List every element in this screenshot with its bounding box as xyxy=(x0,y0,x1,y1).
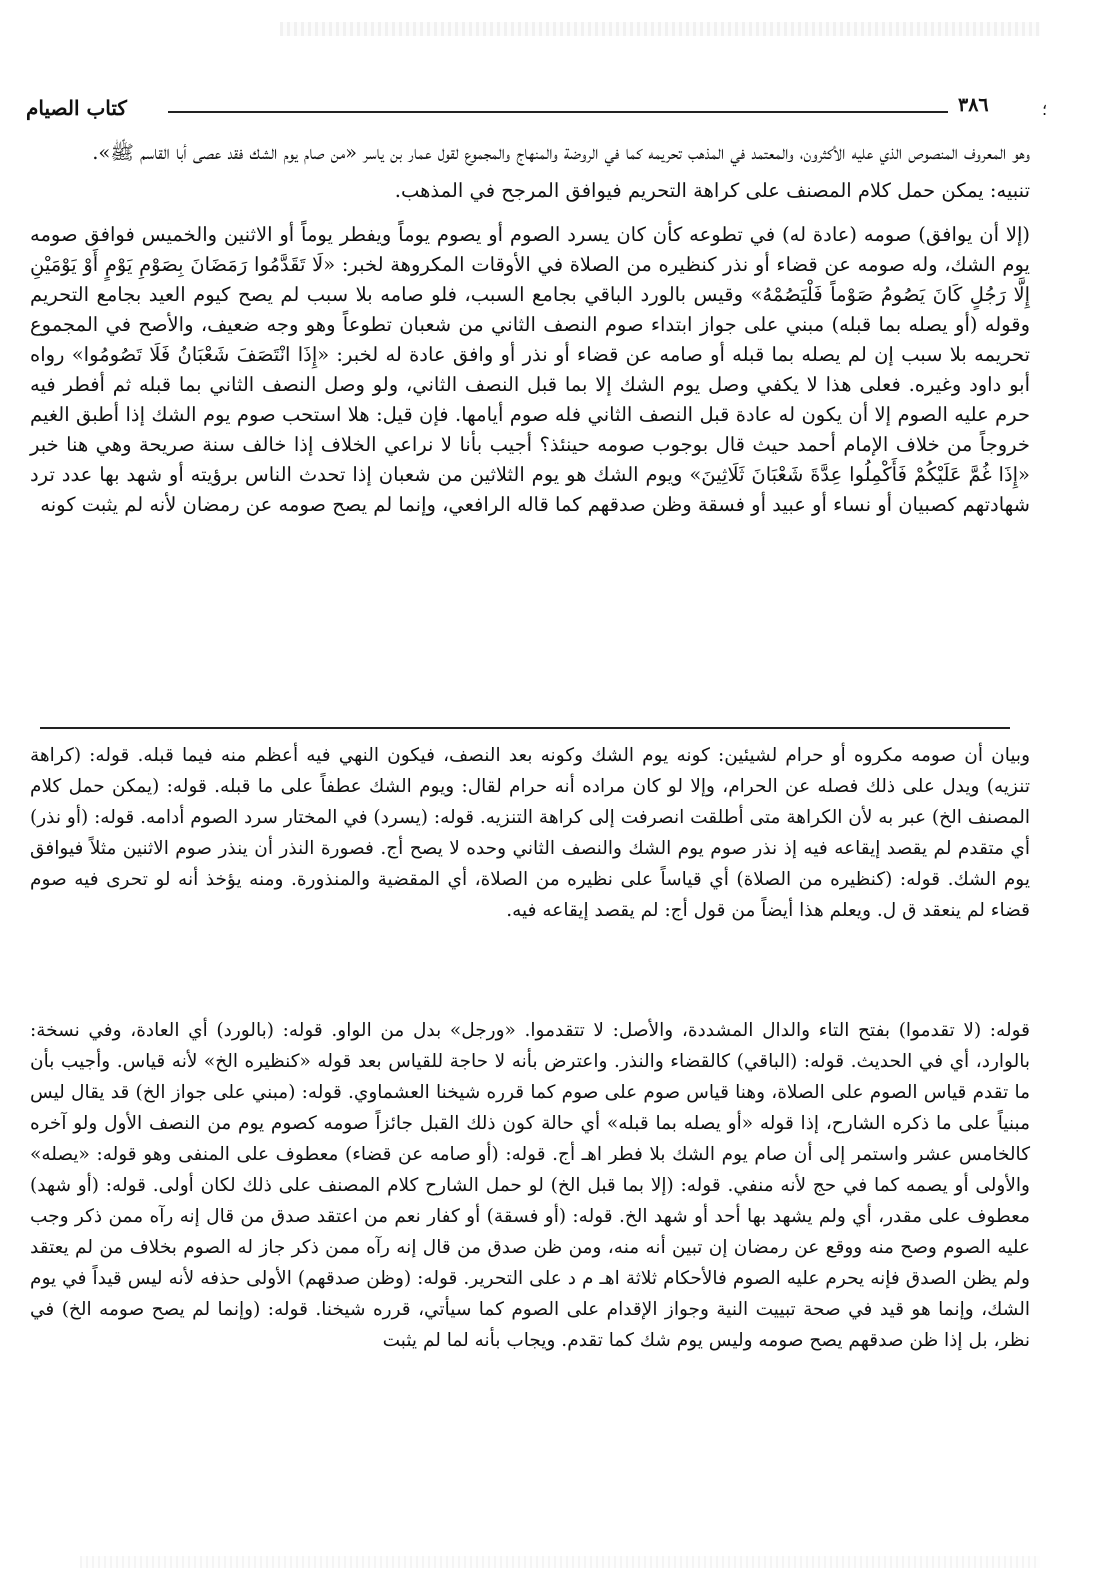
scan-artifact-top xyxy=(280,22,1040,36)
main-text xyxy=(30,138,1030,528)
commentary-block-2 xyxy=(30,1015,1030,1356)
footnote-separator xyxy=(40,727,1010,729)
margin-mark: ؛ xyxy=(1042,100,1048,119)
main-paragraph-note: تنبيه: يمكن حمل كلام المصنف على كراهة التحريم فيوافق المرجح في المذهب. xyxy=(394,179,1030,202)
commentary-text-1: وبيان أن صومه مكروه أو حرام لشيئين: كونه يوم الشك وكونه بعد النصف، فيكون النهي فيه أعظم منه فيما قبله. قوله: (كراهة تنزيه) ويدل على ذلك فصله عن الحرام، وإلا لو كان مراده أنه حرام لقال: ويوم الشك عطفاً على ما قبله. قوله: (يمكن حمل كلام المصنف الخ) عبر به لأن الكراهة متى أطلقت انصرفت إلى كراهة التنزيه. قوله: (يسرد) في المختار سرد الصوم أدامه. قوله: (أو نذر) أي متقدم لم يقصد إيقاعه فيه إذ نذر صوم يوم الشك والنصف الثاني وحده لا يصح أج. فصورة النذر أن ينذر صوم الاثنين مثلاً فيوافق يوم الشك. قوله: (كنظيره من الصلاة) أي قياساً على نظيره من الصلاة، أي المقضية والمنذورة. ومنه يؤخذ أنه لو تحرى فيه صوم قضاء لم ينعقد ق ل. ويعلم هذا أيضاً من قول أج: لم يقصد إيقاعه فيه. xyxy=(30,745,1030,921)
main-paragraph-2: (إلا أن يوافق) صومه (عادة له) في تطوعه كأن كان يسرد الصوم أو يصوم يوماً ويفطر يوماً أو الاثنين والخميس فوافق صومه يوم الشك، وله صومه عن قضاء أو نذر كنظيره من الصلاة في الأوقات المكروهة لخبر: «لَا تَقَدَّمُوا رَمَضَانَ بِصَوْمِ يَوْمٍ أَوْ يَوْمَيْنِ إِلَّا رَجُلٍ كَانَ يَصُومُ صَوْماً فَلْيَصُمْهُ» وقيس بالورد الباقي بجامع السبب، فلو صامه بلا سبب لم يصح كيوم العيد بجامع التحريم وقوله (أو يصله بما قبله) مبني على جواز ابتداء صوم النصف الثاني من شعبان تطوعاً وهو وجه ضعيف، والأصح في المجموع تحريمه بلا سبب إن لم يصله بما قبله أو صامه عن قضاء أو نذر أو وافق عادة له لخبر: «إِذَا انْتَصَفَ شَعْبَانُ فَلَا تَصُومُوا» رواه أبو داود وغيره. فعلى هذا لا يكفي وصل يوم الشك إلا بما قبل النصف الثاني، ولو وصل النصف الثاني بما قبله ثم أفطر فيه حرم عليه الصوم إلا أن يكون له عادة قبل النصف الثاني فله صوم أيامها. فإن قيل: هلا استحب صوم يوم الشك إذا أطبق الغيم خروجاً من خلاف الإمام أحمد حيث قال بوجوب صومه حينئذ؟ أجيب بأنا لا نراعي الخلاف إذا خالف سنة صريحة وهي هنا خبر «إِذَا غُمَّ عَلَيْكُمْ فَأَكْمِلُوا عِدَّةَ شَعْبَانَ ثَلَاثِينَ» ويوم الشك هو يوم الثلاثين من شعبان إذا تحدث الناس برؤيته أو شهد بها عدد ترد شهادتهم كصبيان أو نساء أو عبيد أو فسقة وظن صدقهم كما قاله الرافعي، وإنما لم يصح صومه عن رمضان لأنه لم يثبت كونه xyxy=(30,223,1030,516)
commentary-text-2: قوله: (لا تقدموا) بفتح التاء والدال المشددة، والأصل: لا تتقدموا. «ورجل» بدل من الواو. قوله: (بالورد) أي العادة، وفي نسخة: بالوارد، أي في الحديث. قوله: (الباقي) كالقضاء والنذر. واعترض بأنه لا حاجة للقياس بعد قوله «كنظيره الخ» لأنه قياس. وأجيب بأن ما تقدم قياس الصوم على الصلاة، وهنا قياس صوم على صوم كما قرره شيخنا العشماوي. قوله: (مبني على جواز الخ) قد يقال ليس مبنياً على ما ذكره الشارح، إذا قوله «أو يصله بما قبله» أي حالة كون ذلك القبل جائزاً صومه كصوم يوم من النصف الأول ولو آخره كالخامس عشر واستمر إلى أن صام يوم الشك بلا فطر اهـ أج. قوله: (أو صامه عن قضاء) معطوف على المنفى وهو قوله: «يصله» والأولى أو يصمه كما في حج لأنه منفي. قوله: (إلا بما قبل الخ) لو حمل الشارح كلام المصنف على ذلك لكان أولى. قوله: (أو شهد) معطوف على مقدر، أي ولم يشهد بها أحد أو شهد الخ. قوله: (أو فسقة) أو كفار نعم من اعتقد صدق من قال إنه رآه ممن ذكر وجب عليه الصوم وصح منه ووقع عن رمضان إن تبين أنه منه، ومن ظن صدق من قال إنه رآه ممن ذكر جاز له الصوم بخلاف من لم يعتقد ولم يظن الصدق فإنه يحرم عليه الصوم فالأحكام ثلاثة اهـ م د على التحرير. قوله: (وظن صدقهم) الأولى حذفه لأنه ليس قيداً في يوم الشك، وإنما هو قيد في صحة تبييت النية وجواز الإقدام على الصوم كما سيأتي، قرره شيخنا. قوله: (وإنما لم يصح صومه الخ) في نظر، بل إذا ظن صدقهم يصح صومه وليس يوم شك كما تقدم. ويجاب بأنه لما لم يثبت xyxy=(30,1020,1030,1351)
page-number: ٣٨٦ xyxy=(958,94,989,116)
running-title: كتاب الصيام xyxy=(26,96,127,120)
commentary-block-1 xyxy=(30,740,1030,926)
main-paragraph-1: وهو المعروف المنصوص الذي عليه الأكثرون، والمعتمد في المذهب تحريمه كما في الروضة والمنهاج والمجموع لقول عمار بن ياسر «من صام يوم الشك فقد عصى أبا القاسم ﷺ». xyxy=(92,141,1030,164)
scan-artifact-bottom xyxy=(80,1556,1040,1568)
header-rule xyxy=(168,111,948,113)
